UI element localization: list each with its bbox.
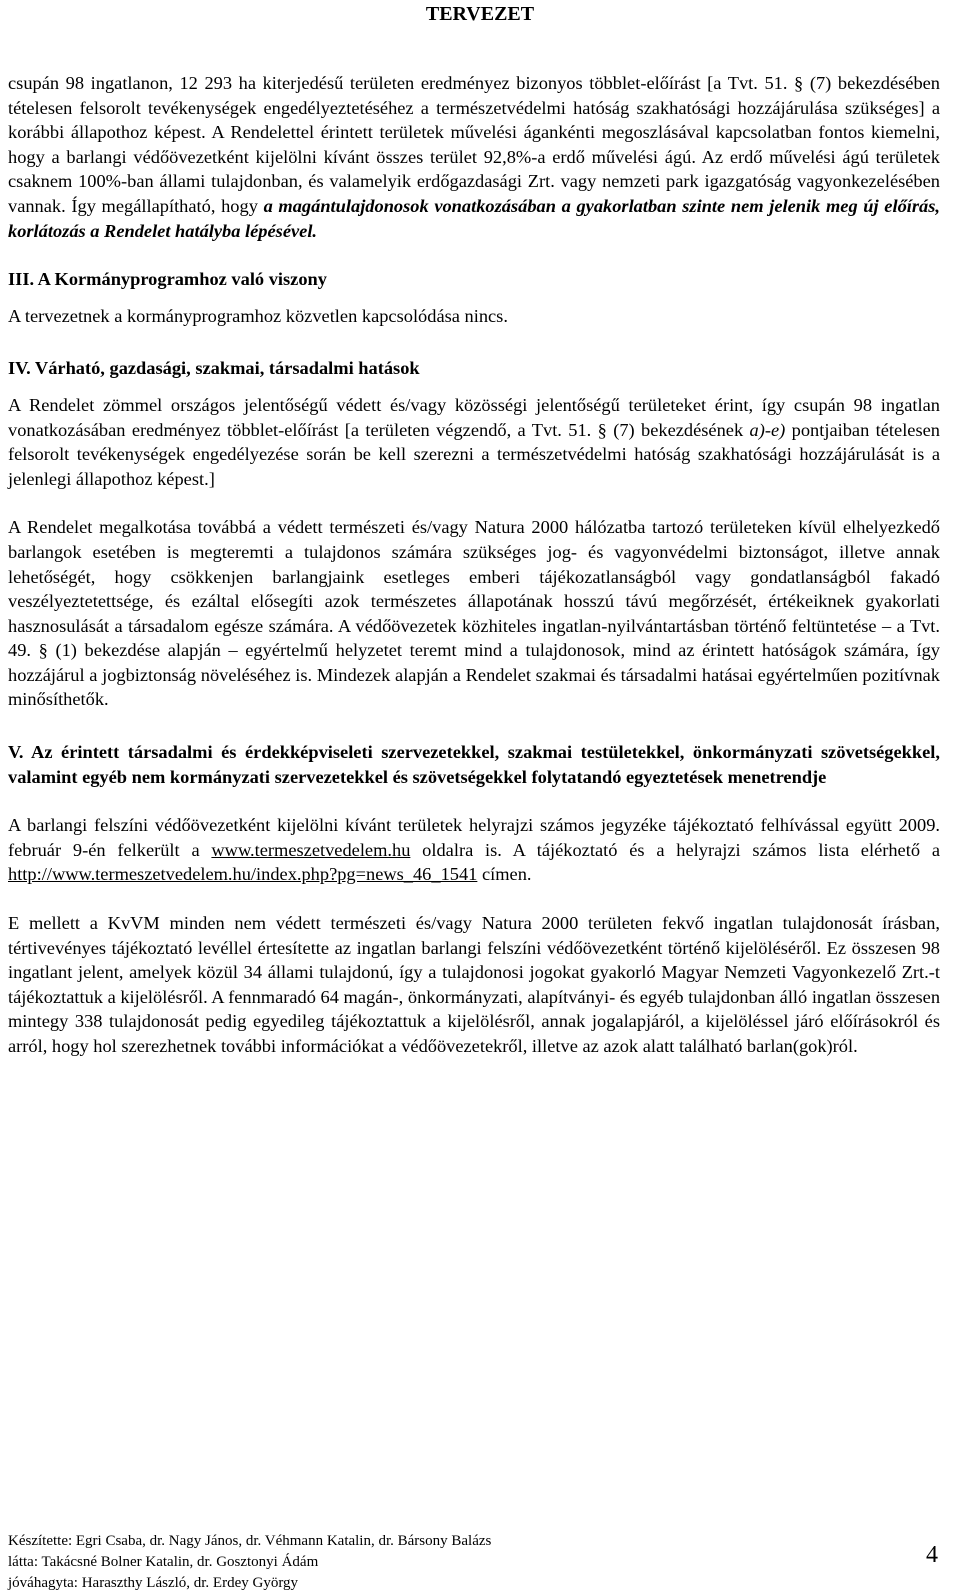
section-v-paragraph-1	[8, 813, 940, 887]
paragraph-text: A Rendelet zömmel országos jelentőségű védett és/vagy közösségi jelentőségű területeket érint, így csupán 98 ingatlan vonatkozásában eredményez többlet-előírást [a területen végzendő, a Tvt. 51. § (7) bekezdésének	[8, 394, 940, 440]
section-iii-text: A tervezetnek a kormányprogramhoz közvetlen kapcsolódása nincs.	[8, 305, 508, 326]
section-heading-iii: III. A Kormányprogramhoz való viszony	[8, 269, 327, 290]
paragraph-text: címen.	[477, 864, 532, 885]
emphasized-conclusion: a magántulajdonosok vonatkozásában a gyakorlatban szinte nem jelenik meg új előírás, korlátozás a Rendelet hatályba lépésével.	[8, 195, 940, 241]
section-heading-iv: IV. Várható, gazdasági, szakmai, társadalmi hatások	[8, 358, 420, 379]
paragraph-text: A barlangi felszíni védőövezetként kijelölni kívánt területek helyrajzi számos jegyzéke tájékoztató felhívással együtt 2009. február 9-én felkerült a	[8, 815, 940, 860]
section-iv-paragraph-1	[8, 393, 940, 491]
section-heading-v: V. Az érintett társadalmi és érdekképviseleti szervezetekkel, szakmai testületekkel, önkormányzati szövetségekkel, valamint egyéb nem kormányzati szervezetekkel és szövetségekkel folytatandó egyeztetések menetrendje	[8, 742, 940, 787]
paragraph-continuation	[8, 71, 940, 243]
document-footer	[8, 1531, 940, 1594]
news-page-link[interactable]: http://www.termeszetvedelem.hu/index.php?pg=news_46_1541	[8, 864, 478, 885]
italic-reference: a)-e)	[749, 419, 786, 440]
footer-reviewers: látta: Takácsné Bolner Katalin, dr. Gosztonyi Ádám	[8, 1554, 319, 1570]
paragraph-text: csupán 98 ingatlanon, 12 293 ha kiterjedésű területen eredményez bizonyos többlet-előírást [a Tvt. 51. § (7) bekezdésében tételesen felsorolt tevékenységek engedélyeztetéséhez a természetvédelmi hatóság szakhatósági hozzájárulása szükséges] a korábbi állapothoz képest. A Rendelettel érintett területek művelési ágankénti megoszlásával kapcsolatban fontos kiemelni, hogy a barlangi védőövezetként kijelölni kívánt összes terület 92,8%-a erdő művelési ágú. Az erdő művelési ágú területek csaknem 100%-ban állami tulajdonban, és valamelyik erdőgazdasági Zrt. vagy nemzeti park igazgatóság vagyonkezelésében vannak. Így megállapítható, hogy	[8, 73, 940, 216]
footer-authors: Készítette: Egri Csaba, dr. Nagy János, dr. Véhmann Katalin, dr. Bársony Balázs	[8, 1533, 492, 1549]
section-v-paragraph-2: E mellett a KvVM minden nem védett természeti és/vagy Natura 2000 területen fekvő ingatlan tulajdonosát írásban, tértivevényes tájékoztató levéllel értesítette az ingatlan barlangi felszíni védőövezetként történő kijelöléséről. Ez összesen 98 ingatlant jelent, amelyek közül 34 állami tulajdonú, így a tulajdonosi jogokat gyakorló Magyar Nemzeti Vagyonkezelő Zrt.-t tájékoztattuk a kijelölésről. A fennmaradó 64 magán-, önkormányzati, alapítványi- és egyéb tulajdonban álló ingatlan összesen mintegy 338 tulajdonosát pedig egyedileg tájékoztattuk a kijelölésről, annak jogalapjáról, a kijelöléssel járó előírásokról és arról, hogy hol szerezhetnek további információkat a védőövezetekről, illetve az azok alatt található barlan(gok)ról.	[8, 913, 941, 1056]
document-body	[8, 71, 940, 1059]
paragraph-text: pontjaiban tételesen felsorolt tevékenységek engedélyezése során be kell szerezni a természetvédelmi hatóság szakhatósági hozzájárulását is a jelenlegi állapothoz képest.]	[8, 419, 940, 489]
footer-approvers: jóváhagyta: Haraszthy László, dr. Erdey György	[8, 1575, 299, 1591]
website-link[interactable]: www.termeszetvedelem.hu	[211, 839, 411, 860]
page-number: 4	[926, 1542, 938, 1568]
paragraph-text: oldalra is. A tájékoztató és a helyrajzi számos lista elérhető a	[410, 839, 940, 860]
document-header: TERVEZET	[425, 3, 535, 25]
section-iv-paragraph-2: A Rendelet megalkotása továbbá a védett természeti és/vagy Natura 2000 hálózatba tartozó területeken kívül elhelyezkedő barlangok esetében is megteremti a tulajdonos számára szükséges jog- és vagyonvédelmi biztonságot, illetve annak lehetőségét, hogy csökkenjen barlangjaink esetleges emberi tájékozatlanságból vagy gondatlanságból fakadó veszélyeztetettsége, és ezáltal elősegíti azok természetes állapotának hosszú távú megőrzését, értékeiknek gyakorlati hasznosulását a társadalom egésze számára. A védőövezetek közhiteles ingatlan-nyilvántartásban történő feltüntetése – a Tvt. 49. § (1) bekezdése alapján – egyértelmű helyzetet teremt mind a tulajdonosok, mind az érintett hatóságok számára, így hozzájárul a jogbiztonság növeléséhez is. Mindezek alapján a Rendelet szakmai és társadalmi hatásai egyértelműen pozitívnak minősíthetők.	[8, 517, 940, 710]
